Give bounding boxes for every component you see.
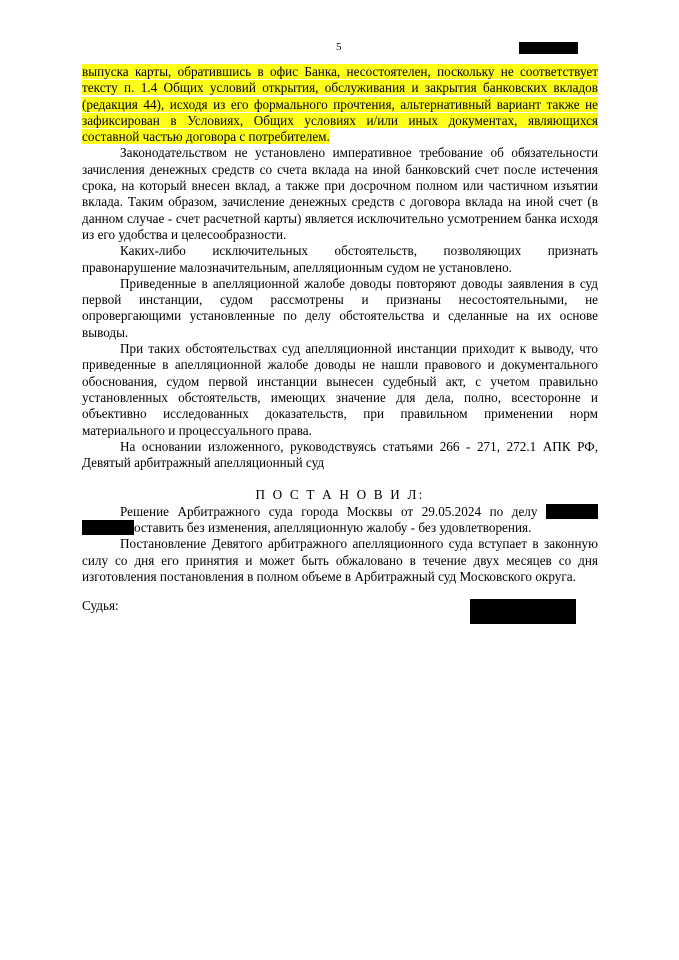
paragraph-legislation: Законодательством не установлено императивное требование об обязательности зачисления денежных средств со счета вклада на иной банковский счет после истечения срока, на который внесен вклад, а также при досрочном полном или частичном изъятии вклада. Таким образом, зачисление денежных средств с договора вклада на иной счет (в данном случае - счет расчетной карты) является исключительно усмотрением банка исходя из его удобства и целесообразности. [82, 145, 598, 242]
judge-label: Судья: [82, 598, 119, 613]
redaction-case-number-2 [82, 520, 134, 535]
paragraph-grounds: На основании изложенного, руководствуясь статьями 266 - 271, 272.1 АПК РФ, Девятый арбитражный апелляционный суд [82, 438, 598, 471]
redaction-header [519, 42, 578, 54]
paragraph-exceptional-circumstances: Каких-либо исключительных обстоятельств, позволяющих признать правонарушение малозначительным, апелляционным судом не установлено. [82, 243, 598, 275]
decision-text-end: оставить без изменения, апелляционную жалобу - без удовлетворения. [134, 520, 532, 536]
page-number: 5 [336, 41, 342, 53]
paragraph-effect: Постановление Девятого арбитражного апелляционного суда вступает в законную силу со дня его принятия и может быть обжаловано в течение двух месяцев со дня изготовления постановления в полном объеме в Арбитражный суд Московского округа. [82, 536, 598, 584]
document-body [82, 64, 598, 585]
redaction-case-number-1 [546, 504, 598, 519]
paragraph-appeal-arguments: Приведенные в апелляционной жалобе доводы повторяют доводы заявления в суд первой инстанции, судом рассмотрены и признаны несостоятельными, не опровергающими установленные по делу обстоятельства и сделанные на их основе выводы. [82, 275, 598, 340]
paragraph-conclusion: При таких обстоятельствах суд апелляционной инстанции приходит к выводу, что приведенные в апелляционной жалобе доводы не нашли правового и документального обоснования, судом первой инстанции вынесен судебный акт, с учетом правильно установленных обстоятельств, имеющих значение для дела, полно, всесторонне и объективно исследованных доказательств, при правильном применении норм материального и процессуального права. [82, 341, 598, 438]
paragraph-highlighted [82, 64, 598, 145]
highlighted-text: выпуска карты, обратившись в офис Банка, несостоятелен, поскольку не соответствует тексту п. 1.4 Общих условий открытия, обслуживания и закрытия банковских вкладов (редакция 44), исходя из его формального прочтения, альтернативный вариант также не зафиксирован в Условиях, Общих условиях и/или иных документах, являющихся составной частью договора с потребителем. [82, 64, 598, 145]
decision-text-start: Решение Арбитражного суда города Москвы от 29.05.2024 по делу [120, 503, 538, 519]
paragraph-decision [82, 504, 598, 537]
decree-title: П О С Т А Н О В И Л: [255, 487, 425, 503]
redaction-judge-name [470, 599, 576, 624]
